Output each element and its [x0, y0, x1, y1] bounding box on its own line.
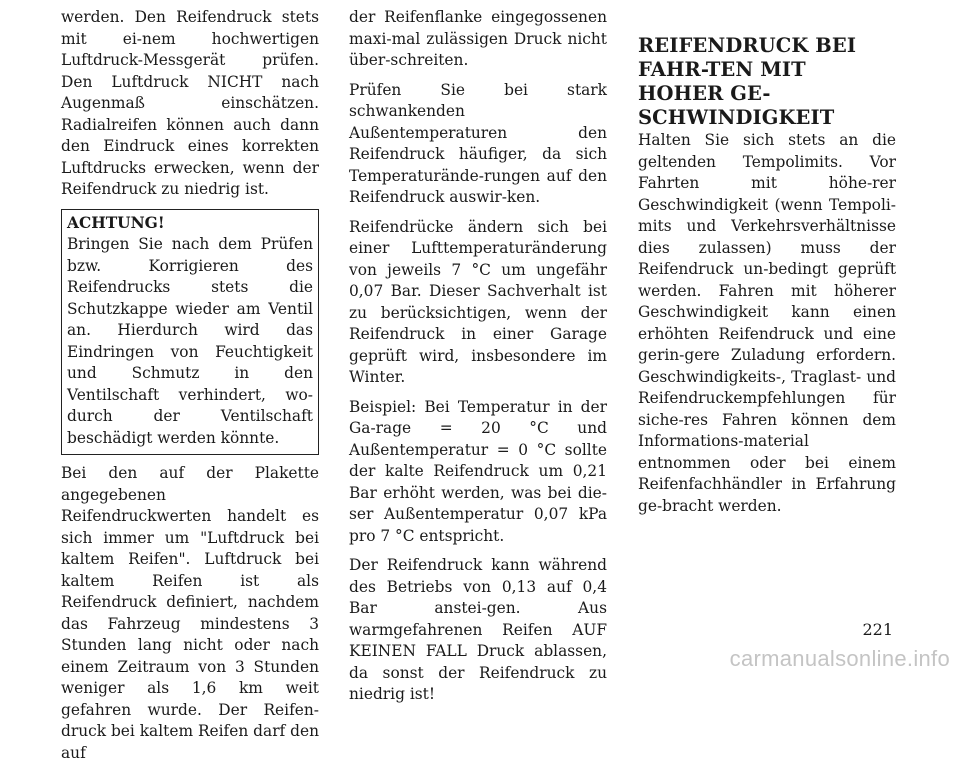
paragraph-pressure-change: Reifendrücke ändern sich bei einer Lufttemperaturänderung von jeweils 7 °C um ungefähr 0,07 Bar. Dieser Sachverhalt ist zu berücksichtigen, wenn der Reifendruck in einer Garage geprüft wird, insbesondere im Winter.: [349, 217, 607, 386]
text-column-right: [638, 7, 896, 525]
paragraph-operating-pressure: Der Reifendruck kann während des Betriebs von 0,13 auf 0,4 Bar anstei-gen. Aus warmgefahrenen Reifen AUF KEINEN FALL Druck ablassen, da sonst der Reifendruck zu niedrig ist!: [349, 556, 607, 703]
warning-text: Bringen Sie nach dem Prüfen bzw. Korrigieren des Reifendrucks stets die Schutzkappe wieder am Ventil an. Hierdurch wird das Eindringen von Feuchtigkeit und Schmutz in den Ventilschaft verhindert, wo-durch der Ventilschaft beschädigt werden könnte.: [67, 235, 313, 447]
page-number: 221: [862, 620, 893, 639]
paragraph-high-speed: Halten Sie sich stets an die geltenden Tempolimits. Vor Fahrten mit höhe-rer Geschwindigkeit (wenn Tempoli-mits und Verkehrsverhältnisse dies zulassen) muss der Reifendruck un-bedingt geprüft werden. Fahren mit höherer Geschwindigkeit kann einen erhöhten Reifendruck und eine gerin-gere Zuladung erfordern. Geschwindigkeits-, Traglast- und Reifendruckempfehlungen für siche-res Fahren können dem Informations-material entnommen oder bei einem Reifenfachhändler in Erfahrung ge-bracht werden.: [638, 131, 896, 515]
warning-title: ACHTUNG!: [67, 213, 165, 232]
watermark: carmanualsonline.info: [729, 646, 950, 671]
paragraph-tire-gauge: werden. Den Reifendruck stets mit ei-nem hochwertigen Luftdruck-Messgerät prüfen. Den Luftdruck NICHT nach Augenmaß einschätzen. Radialreifen können auch dann den Eindruck eines korrekten Luftdrucks erwecken, wenn der Reifendruck zu niedrig ist.: [61, 8, 319, 198]
text-column-middle: [349, 7, 607, 714]
paragraph-temperature-fluctuation: Prüfen Sie bei stark schwankenden Außentemperaturen den Reifendruck häufiger, da sich Temperaturände-rungen auf den Reifendruck auswir-ken.: [349, 80, 607, 206]
paragraph-cold-tire-pressure: Bei den auf der Plakette angegebenen Reifendruckwerten handelt es sich immer um "Luftdruck bei kaltem Reifen". Luftdruck bei kaltem Reifen ist als Reifendruck definiert, nachdem das Fahrzeug mindestens 3 Stunden lang nicht oder nach einem Zeitraum von 3 Stunden weniger als 1,6 km weit gefahren wurde. Der Reifen-druck bei kaltem Reifen darf den auf: [61, 464, 320, 762]
paragraph-example: Beispiel: Bei Temperatur in der Ga-rage = 20 °C und Außentemperatur = 0 °C sollte der kalte Reifendruck um 0,21 Bar erhöht werden, was bei die-ser Außentemperatur 0,07 kPa pro 7 °C entspricht.: [349, 397, 607, 545]
paragraph-max-pressure: der Reifenflanke eingegossenen maxi-mal zulässigen Druck nicht über-schreiten.: [349, 8, 607, 69]
warning-box: [61, 209, 319, 456]
section-heading: REIFENDRUCK BEI FAHR-TEN MIT HOHER GE-SCHWINDIGKEIT: [638, 34, 857, 129]
text-column-left: [61, 7, 319, 772]
